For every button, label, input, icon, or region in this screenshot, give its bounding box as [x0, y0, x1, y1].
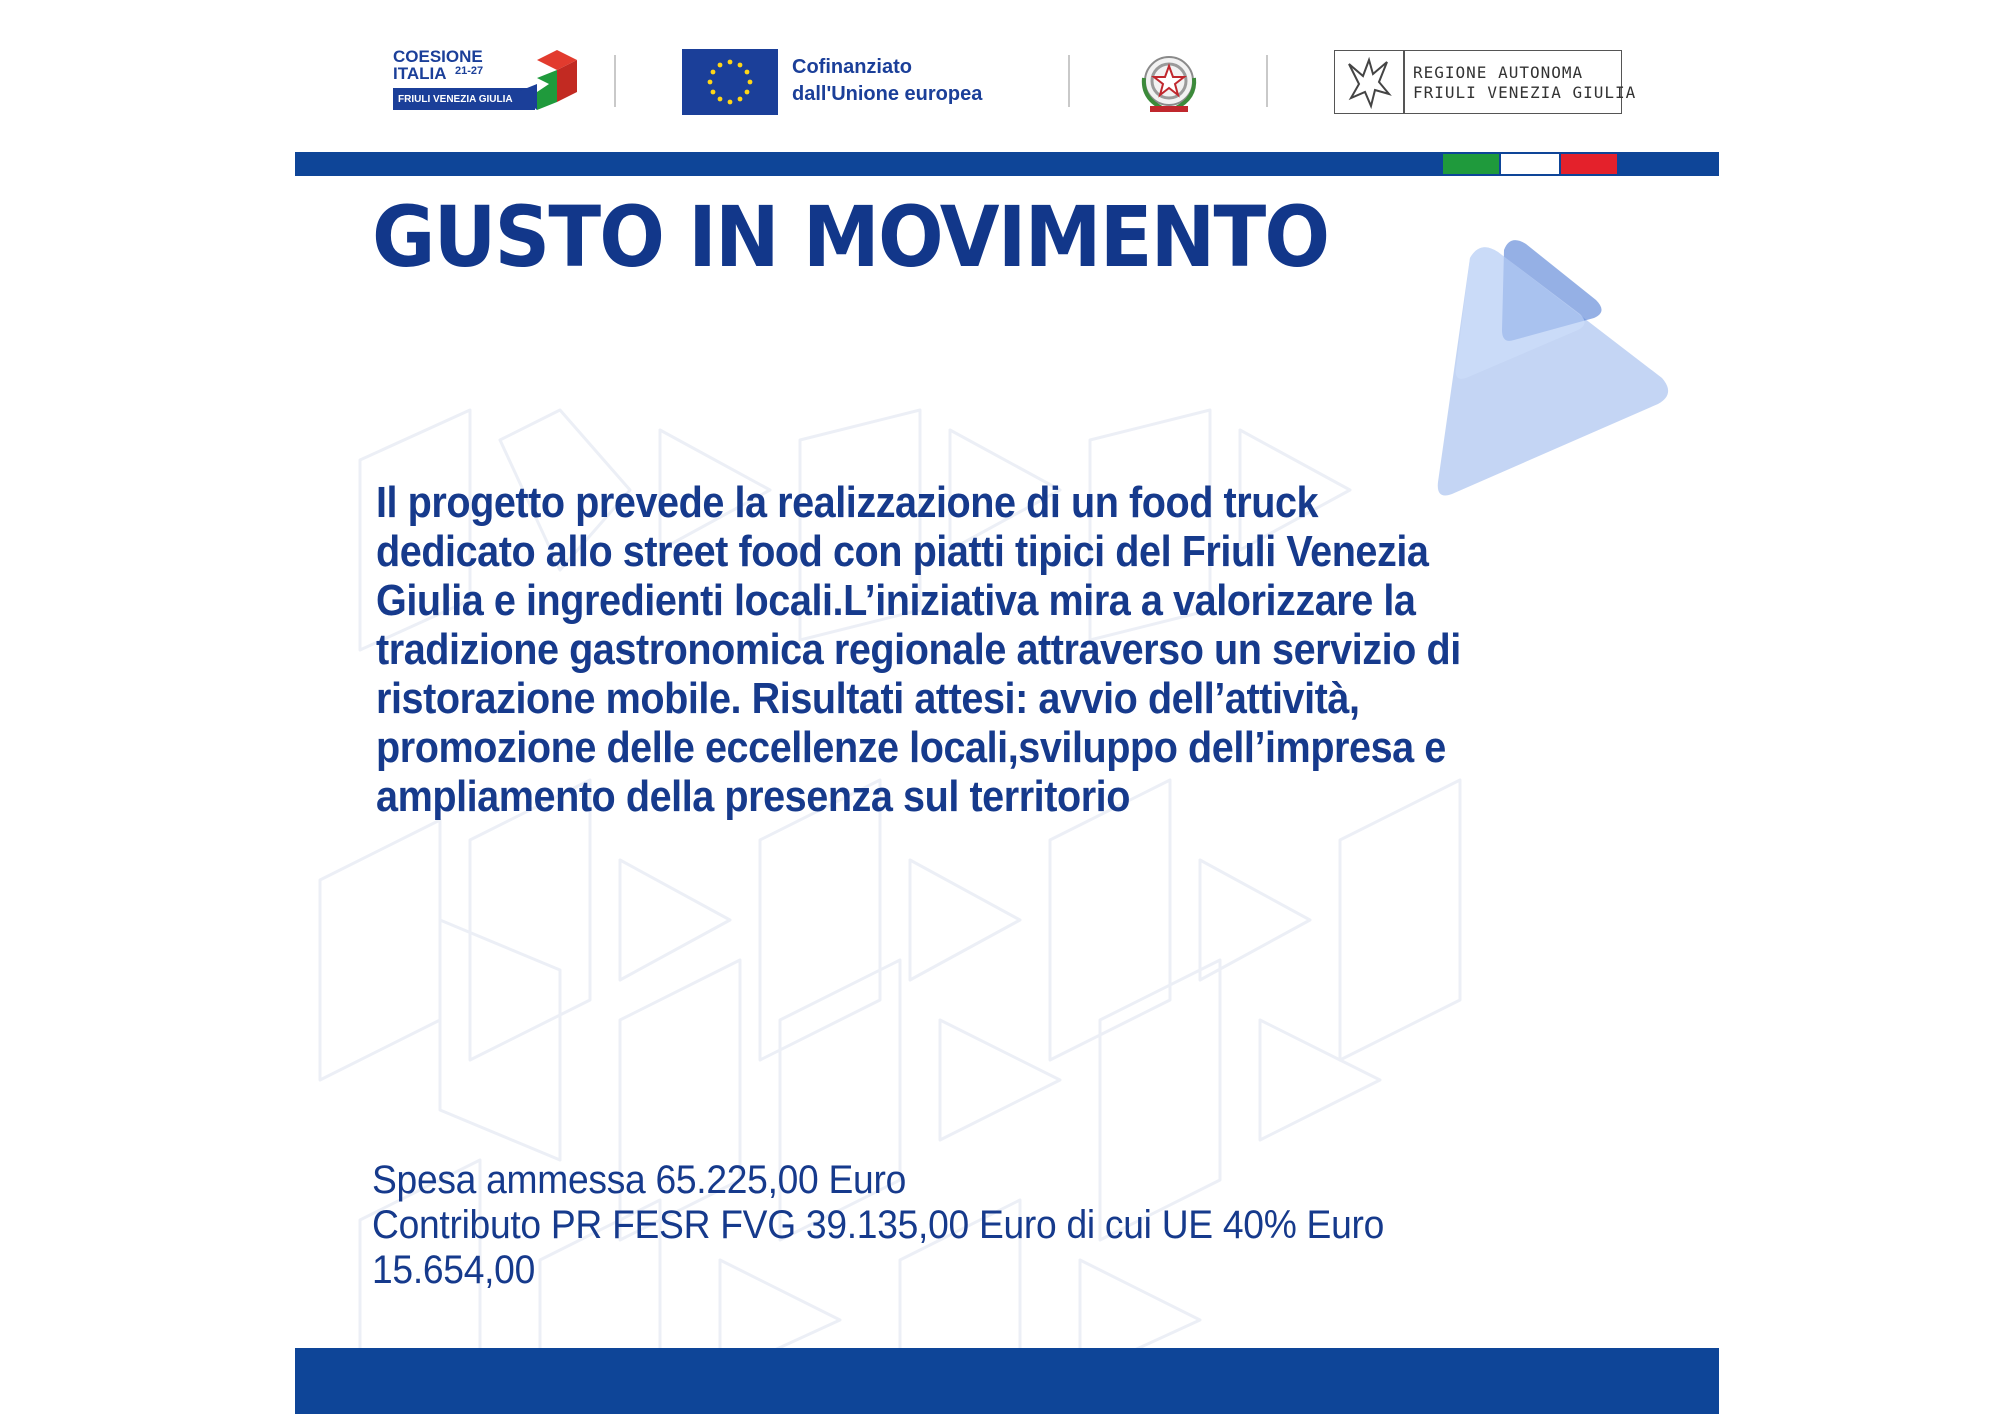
header-separator [614, 55, 616, 107]
coesione-region-band [393, 88, 535, 110]
flag-strip-red [1561, 154, 1617, 174]
decorative-triangle-graphic [1430, 228, 1676, 508]
header-separator [1068, 55, 1070, 107]
flag-strip-green [1443, 154, 1499, 174]
coesione-line1: COESIONE [393, 47, 483, 66]
regione-eagle-icon [1341, 54, 1397, 110]
funding-info [372, 1158, 1525, 1293]
eu-logo-line2: dall'Unione europea [792, 83, 983, 105]
coesione-region-text: FRIULI VENEZIA GIULIA [398, 94, 513, 105]
bottom-blue-band [295, 1348, 1719, 1414]
funding-contributo: Contributo PR FESR FVG 39.135,00 Euro di cui UE 40% Euro 15.654,00 [372, 1203, 1385, 1292]
regione-line2: FRIULI VENEZIA GIULIA [1413, 83, 1637, 102]
regione-fvg-logo [1334, 50, 1637, 114]
eu-logo-line1: Cofinanziato [792, 56, 912, 78]
funding-spesa-ammessa: Spesa ammessa 65.225,00 Euro [372, 1158, 906, 1202]
coesione-cube-icon [517, 48, 581, 114]
header-separator [1266, 55, 1268, 107]
eu-cofinanziato-logo [682, 49, 1022, 115]
eu-flag-icon [682, 49, 778, 115]
project-description: Il progetto prevede la realizzazione di un food truck dedicato allo street food con piatti tipici del Friuli Venezia Giulia e ingredienti locali.L’iniziativa mira a valorizzare la tradizione gastronomica regionale attraverso un servizio di ristorazione mobile. Risultati attesi: avvio dell’attività, promozione delle eccellenze locali,sviluppo dell’impresa e ampliamento della presenza sul territorio [376, 478, 1461, 821]
italian-republic-emblem-icon [1136, 50, 1202, 116]
regione-divider [1403, 51, 1405, 113]
coesione-italia-logo [393, 48, 593, 114]
coesione-years: 21-27 [455, 65, 484, 77]
regione-line1: REGIONE AUTONOMA [1413, 63, 1584, 82]
page-title: GUSTO IN MOVIMENTO [372, 188, 1329, 286]
coesione-line2: ITALIA [393, 64, 447, 83]
flag-strip-white [1501, 154, 1559, 174]
